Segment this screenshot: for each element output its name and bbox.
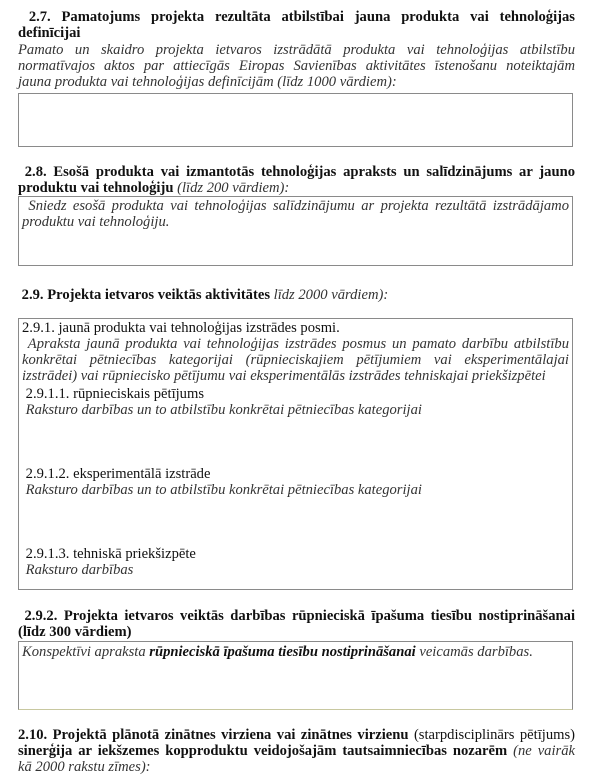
section-2-7-instruction <box>18 42 575 90</box>
label-text: 2.9.1.2. eksperimentālā izstrāde <box>25 466 211 482</box>
hint-line: Apraksta jaunā produkta vai tehnoloģijas izstrādes posmus un pamato darbību atbilstību <box>27 336 569 352</box>
hint-line: Sniedz esošā produkta vai tehnoloģijas salīdzinājumu ar projekta rezultātā izstrādājamo <box>28 198 570 214</box>
section-title-part1: Projektā plānotā zinātnes virziena vai zinātnes virzienu <box>52 727 409 743</box>
section-number: 2.9.2. <box>24 608 58 624</box>
section-2-9-2-heading <box>18 608 575 640</box>
section-2-10-heading <box>18 727 575 775</box>
field-content <box>19 94 572 95</box>
section-2-9-text-field[interactable] <box>18 318 573 590</box>
section-number: 2.10. <box>18 727 48 743</box>
word-limit: līdz 2000 vārdiem): <box>273 287 389 303</box>
hint-line: produktu vai tehnoloģiju. <box>22 214 170 230</box>
section-2-9-2-text-field[interactable] <box>18 641 573 710</box>
subsection-2-9-1-3-hint <box>22 562 569 578</box>
char-limit-line2: kā 2000 rakstu zīmes): <box>18 759 151 775</box>
section-2-7-text-field[interactable] <box>18 93 573 147</box>
instruction-line: normatīvajos aktos par attiecīgās Eiropas Savienības aktivitātes īstenošanu noteiktajām <box>18 58 575 74</box>
hint-line: izstrādei) vai rūpniecisko pētījumu vai eksperimentālās izstrādes tehniskajai priekšizpētei <box>22 368 546 384</box>
section-title-line2: definīcijai <box>18 25 81 41</box>
subsection-2-9-1-hint <box>22 336 569 384</box>
section-title-paren: (starpdisciplinārs pētījums) <box>413 727 576 743</box>
label-text: 2.9.1.3. tehniskā priekšizpēte <box>25 546 196 562</box>
section-title-line2: (līdz 300 vārdiem) <box>18 624 132 640</box>
section-number: 2.7. <box>28 9 51 25</box>
section-2-8-text-field[interactable] <box>18 196 573 266</box>
section-title-line1: Projekta ietvaros veiktās darbības rūpnieciskā īpašuma tiesību nostiprināšanai <box>63 608 575 624</box>
section-2-9-heading <box>18 287 575 303</box>
hint-prefix: Konspektīvi apraksta <box>22 644 150 660</box>
field-hint <box>19 642 572 660</box>
instruction-line: jauna produkta vai tehnoloģijas definīcijām (līdz 1000 vārdiem): <box>18 74 397 90</box>
char-limit-line1: (ne vairāk <box>513 743 575 759</box>
hint-text: Raksturo darbības un to atbilstību konkrētai pētniecības kategorijai <box>25 402 422 418</box>
hint-line: konkrētai pētniecības kategorijai (rūpnieciskajiem pētījumiem vai eksperimentālajai <box>22 352 569 368</box>
subsection-2-9-1-label: 2.9.1. jaunā produkta vai tehnoloģijas izstrādes posmi. <box>22 320 340 336</box>
field-hint <box>19 197 572 230</box>
hint-bold: rūpnieciskā īpašuma tiesību nostiprināšanai <box>149 644 416 660</box>
hint-suffix: veicamās darbības. <box>415 644 533 660</box>
subsection-2-9-1-1-label <box>22 386 569 402</box>
word-limit: (līdz 200 vārdiem): <box>177 180 290 196</box>
subsection-2-9-1-3-label <box>22 546 569 562</box>
section-number: 2.8. <box>24 164 47 180</box>
section-title-line1: Pamatojums projekta rezultāta atbilstībai jauna produkta vai tehnoloģijas <box>61 9 575 25</box>
hint-text: Raksturo darbības <box>25 562 134 578</box>
subsection-2-9-1-1-hint <box>22 402 569 418</box>
hint-text: Raksturo darbības un to atbilstību konkrētai pētniecības kategorijai <box>25 482 422 498</box>
section-title: Projekta ietvaros veiktās aktivitātes <box>47 287 270 303</box>
section-number: 2.9. <box>21 287 44 303</box>
section-title-line2: produktu vai tehnoloģiju <box>18 180 174 196</box>
instruction-line: Pamato un skaidro projekta ietvaros izstrādātā produkta vai tehnoloģijas atbilstību <box>18 42 575 58</box>
section-title-line1: Esošā produkta vai izmantotās tehnoloģijas apraksts un salīdzinājums ar jauno <box>53 164 575 180</box>
section-title-part2: sinerģija ar iekšzemes kopproduktu veidojošajām tautsaimniecības nozarēm <box>18 743 508 759</box>
label-text: 2.9.1.1. rūpnieciskais pētījums <box>25 386 205 402</box>
subsection-2-9-1-2-label <box>22 466 569 482</box>
section-2-8-heading <box>18 164 575 196</box>
subsection-2-9-1-2-hint <box>22 482 569 498</box>
section-2-7-heading <box>18 9 575 41</box>
